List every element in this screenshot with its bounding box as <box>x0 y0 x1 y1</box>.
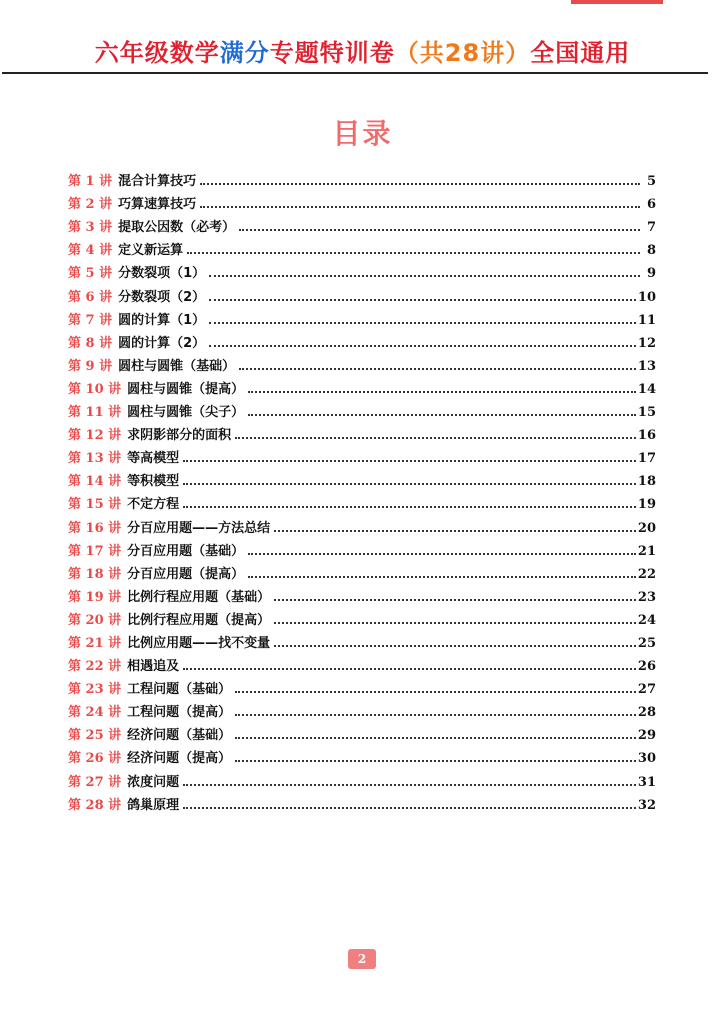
toc-entry-leader <box>248 575 636 578</box>
toc-entry-title: 等高模型 <box>127 451 180 467</box>
toc-entry[interactable] <box>68 790 656 813</box>
toc-entry[interactable] <box>68 189 656 212</box>
toc-entry-number: 第 28 讲 <box>68 797 122 813</box>
table-of-contents <box>68 166 656 813</box>
toc-entry-leader <box>200 182 640 185</box>
toc-entry-title: 鸽巢原理 <box>127 797 180 813</box>
toc-entry-title: 经济问题（提高） <box>127 751 232 767</box>
toc-entry-leader <box>183 783 636 786</box>
toc-entry[interactable] <box>68 466 656 489</box>
toc-entry-page: 10 <box>637 289 656 305</box>
toc-entry-leader <box>183 459 636 462</box>
toc-entry-page: 15 <box>637 405 656 421</box>
toc-entry-leader <box>274 644 636 647</box>
toc-entry-number: 第 21 讲 <box>68 635 122 651</box>
header-text-count: （共28讲） <box>394 38 531 67</box>
toc-entry-title: 经济问题（基础） <box>127 728 232 744</box>
toc-entry-leader <box>200 205 640 208</box>
toc-entry-title: 巧算速算技巧 <box>118 197 197 213</box>
toc-entry-leader <box>183 667 636 670</box>
toc-entry-number: 第 9 讲 <box>68 358 113 374</box>
toc-entry-title: 圆柱与圆锥（基础） <box>118 358 236 374</box>
toc-entry[interactable] <box>68 743 656 766</box>
toc-entry-leader <box>235 713 636 716</box>
toc-entry-number: 第 13 讲 <box>68 451 122 467</box>
toc-entry-leader <box>235 690 636 693</box>
toc-entry[interactable] <box>68 351 656 374</box>
toc-entry-page: 17 <box>637 451 656 467</box>
toc-entry-title: 比例应用题——找不变量 <box>127 635 271 651</box>
toc-entry-page: 9 <box>646 266 656 282</box>
toc-entry-title: 定义新运算 <box>118 243 184 259</box>
toc-entry-title: 分数裂项（1） <box>118 266 206 282</box>
toc-entry[interactable] <box>68 697 656 720</box>
toc-entry-page: 5 <box>646 174 656 190</box>
toc-entry-page: 30 <box>637 751 656 767</box>
toc-entry[interactable] <box>68 674 656 697</box>
toc-entry[interactable] <box>68 397 656 420</box>
page-number: 2 <box>348 949 376 969</box>
toc-entry[interactable] <box>68 605 656 628</box>
toc-entry-title: 分百应用题（基础） <box>127 543 245 559</box>
toc-entry-page: 19 <box>637 497 656 513</box>
toc-entry-number: 第 23 讲 <box>68 682 122 698</box>
toc-entry-number: 第 3 讲 <box>68 220 113 236</box>
toc-entry-page: 22 <box>637 566 656 582</box>
header-divider <box>2 72 708 74</box>
toc-entry[interactable] <box>68 766 656 789</box>
toc-entry[interactable] <box>68 235 656 258</box>
toc-entry-title: 相遇追及 <box>127 659 180 675</box>
toc-entry[interactable] <box>68 489 656 512</box>
toc-entry-leader <box>187 251 640 254</box>
toc-entry-title: 工程问题（提高） <box>127 705 232 721</box>
toc-entry-page: 24 <box>637 612 656 628</box>
toc-entry-page: 27 <box>637 682 656 698</box>
page-header <box>0 30 725 70</box>
toc-entry-page: 16 <box>637 428 656 444</box>
toc-entry-title: 分百应用题——方法总结 <box>127 520 271 536</box>
toc-entry-leader <box>248 390 636 393</box>
toc-entry-leader <box>235 759 636 762</box>
toc-entry[interactable] <box>68 651 656 674</box>
toc-entry-number: 第 17 讲 <box>68 543 122 559</box>
toc-entry-page: 32 <box>637 797 656 813</box>
toc-entry-title: 工程问题（基础） <box>127 682 232 698</box>
toc-entry-number: 第 24 讲 <box>68 705 122 721</box>
toc-entry-leader <box>274 529 636 532</box>
toc-entry[interactable] <box>68 305 656 328</box>
toc-entry-leader <box>209 274 640 277</box>
toc-entry-page: 14 <box>637 381 656 397</box>
header-text-grade: 六年级数学 <box>94 38 220 67</box>
toc-entry-number: 第 14 讲 <box>68 474 122 490</box>
toc-entry-number: 第 20 讲 <box>68 612 122 628</box>
toc-title: 目录 <box>332 117 393 150</box>
toc-entry-leader <box>209 321 636 324</box>
toc-entry[interactable] <box>68 720 656 743</box>
toc-entry-page: 25 <box>637 635 656 651</box>
toc-entry-leader <box>248 552 636 555</box>
toc-entry-number: 第 11 讲 <box>68 405 122 421</box>
toc-entry-leader <box>235 436 636 439</box>
toc-entry-title: 比例行程应用题（基础） <box>127 589 271 605</box>
toc-entry-number: 第 2 讲 <box>68 197 113 213</box>
toc-entry-leader <box>248 413 636 416</box>
toc-entry-page: 11 <box>637 312 656 328</box>
toc-entry-number: 第 26 讲 <box>68 751 122 767</box>
toc-entry[interactable] <box>68 420 656 443</box>
toc-entry-number: 第 10 讲 <box>68 381 122 397</box>
toc-entry-number: 第 8 讲 <box>68 335 113 351</box>
toc-entry-title: 圆柱与圆锥（提高） <box>127 381 245 397</box>
toc-entry-number: 第 12 讲 <box>68 428 122 444</box>
toc-entry-page: 21 <box>637 543 656 559</box>
toc-entry-number: 第 25 讲 <box>68 728 122 744</box>
toc-entry-leader <box>209 298 636 301</box>
toc-entry-title: 提取公因数（必考） <box>118 220 236 236</box>
toc-entry-page: 28 <box>637 705 656 721</box>
toc-entry[interactable] <box>68 536 656 559</box>
toc-entry-number: 第 16 讲 <box>68 520 122 536</box>
toc-entry-number: 第 22 讲 <box>68 659 122 675</box>
toc-entry-title: 圆柱与圆锥（尖子） <box>127 405 245 421</box>
toc-entry-leader <box>235 736 636 739</box>
toc-entry-leader <box>274 598 636 601</box>
toc-entry[interactable] <box>68 281 656 304</box>
toc-entry-title: 比例行程应用题（提高） <box>127 612 271 628</box>
toc-entry-leader <box>183 482 636 485</box>
toc-entry-page: 26 <box>637 659 656 675</box>
toc-entry-leader <box>209 344 636 347</box>
toc-entry-page: 23 <box>637 589 656 605</box>
toc-entry-title: 圆的计算（1） <box>118 312 206 328</box>
toc-entry-title: 不定方程 <box>127 497 180 513</box>
header-text-fullscore: 满分 <box>219 38 270 67</box>
toc-entry-page: 31 <box>637 774 656 790</box>
toc-entry[interactable] <box>68 559 656 582</box>
toc-entry-title: 浓度问题 <box>127 774 180 790</box>
toc-entry-number: 第 4 讲 <box>68 243 113 259</box>
toc-entry-number: 第 15 讲 <box>68 497 122 513</box>
toc-entry[interactable] <box>68 166 656 189</box>
toc-entry-number: 第 7 讲 <box>68 312 113 328</box>
toc-entry[interactable] <box>68 328 656 351</box>
toc-entry-title: 分百应用题（提高） <box>127 566 245 582</box>
toc-entry-leader <box>183 505 636 508</box>
toc-entry[interactable] <box>68 628 656 651</box>
toc-entry-page: 13 <box>637 358 656 374</box>
toc-entry-title: 圆的计算（2） <box>118 335 206 351</box>
toc-entry-page: 8 <box>646 243 656 259</box>
toc-entry-page: 18 <box>637 474 656 490</box>
toc-entry-title: 混合计算技巧 <box>118 174 197 190</box>
header-text-special: 专题特训卷 <box>269 38 395 67</box>
toc-entry-leader <box>239 228 640 231</box>
toc-entry-number: 第 5 讲 <box>68 266 113 282</box>
toc-entry[interactable] <box>68 212 656 235</box>
toc-entry-number: 第 18 讲 <box>68 566 122 582</box>
toc-entry[interactable] <box>68 512 656 535</box>
toc-entry-title: 分数裂项（2） <box>118 289 206 305</box>
toc-entry-page: 7 <box>646 220 656 236</box>
toc-entry[interactable] <box>68 258 656 281</box>
toc-entry-page: 20 <box>637 520 656 536</box>
toc-entry-title: 求阴影部分的面积 <box>127 428 232 444</box>
header-text-national: 全国通用 <box>530 38 631 67</box>
toc-entry-page: 6 <box>646 197 656 213</box>
toc-entry[interactable] <box>68 582 656 605</box>
toc-entry-page: 29 <box>637 728 656 744</box>
toc-entry-title: 等积模型 <box>127 474 180 490</box>
toc-entry-number: 第 6 讲 <box>68 289 113 305</box>
toc-entry[interactable] <box>68 443 656 466</box>
toc-entry-leader <box>274 621 636 624</box>
toc-entry-leader <box>183 806 636 809</box>
top-accent-strip <box>571 0 663 4</box>
toc-entry-number: 第 1 讲 <box>68 174 113 190</box>
toc-entry-page: 12 <box>637 335 656 351</box>
toc-entry[interactable] <box>68 374 656 397</box>
toc-entry-leader <box>239 367 636 370</box>
toc-entry-number: 第 27 讲 <box>68 774 122 790</box>
toc-entry-number: 第 19 讲 <box>68 589 122 605</box>
